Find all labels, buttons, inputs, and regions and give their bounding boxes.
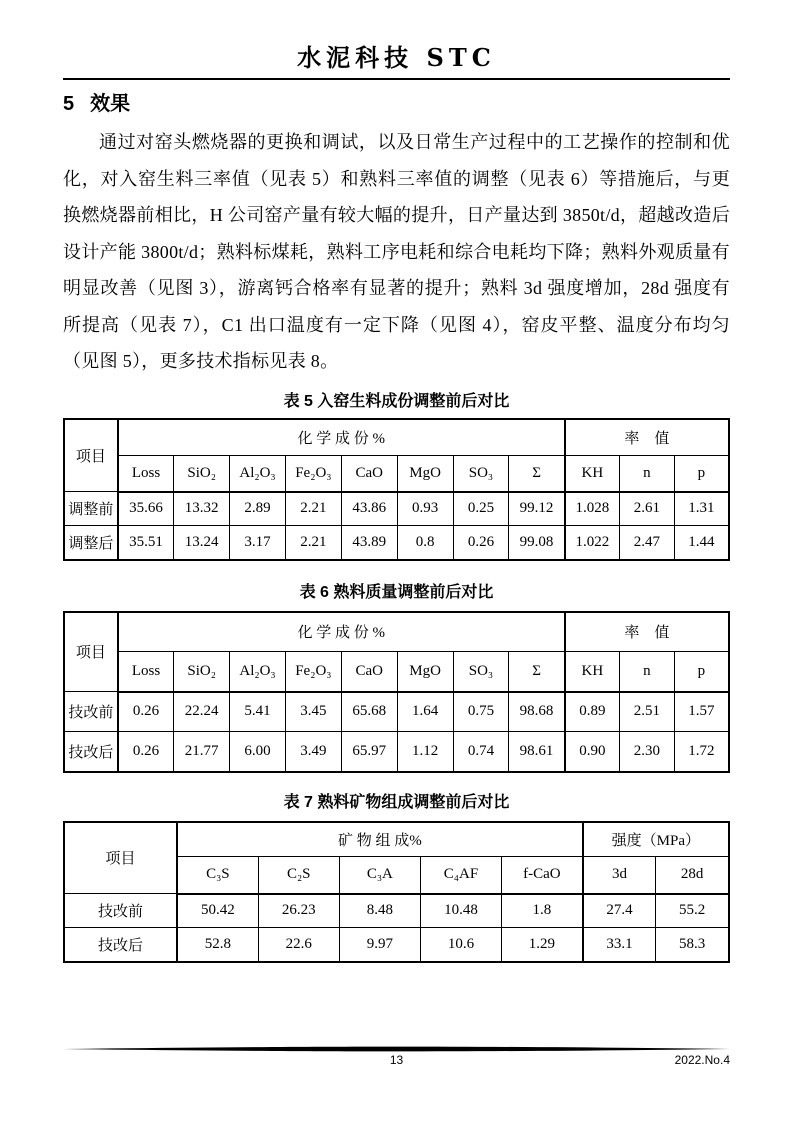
col-header: 28d <box>656 857 729 894</box>
col-header: C₂S <box>258 857 339 894</box>
data-cell: 2.89 <box>230 492 286 526</box>
data-cell: 1.12 <box>397 732 453 772</box>
data-cell: 0.8 <box>397 526 453 560</box>
table5 <box>63 418 730 561</box>
section-title: 效果 <box>90 93 131 115</box>
data-cell: 1.57 <box>674 692 729 732</box>
page-number: 13 <box>389 1053 404 1067</box>
data-cell: 5.41 <box>230 692 286 732</box>
table5-ratio-group-header: 率 值 <box>565 419 729 456</box>
data-cell: 1.72 <box>674 732 729 772</box>
table-row <box>64 894 729 928</box>
col-header: KH <box>565 652 620 692</box>
col-header: Al₂O₃ <box>230 652 286 692</box>
data-cell: 3.45 <box>285 692 341 732</box>
data-cell: 22.24 <box>174 692 230 732</box>
section-number: 5 <box>63 93 75 115</box>
data-cell: 8.48 <box>339 894 420 928</box>
page-footer <box>63 1046 730 1069</box>
data-cell: 1.028 <box>565 492 620 526</box>
journal-header-title: 水泥科技 STC <box>297 43 496 72</box>
table7-mineral-group-header: 矿 物 组 成% <box>177 822 583 857</box>
data-cell: 99.08 <box>509 526 565 560</box>
data-cell: 10.6 <box>420 928 501 962</box>
data-cell: 0.74 <box>453 732 509 772</box>
data-cell: 2.21 <box>285 526 341 560</box>
data-cell: 2.30 <box>619 732 674 772</box>
data-cell: 99.12 <box>509 492 565 526</box>
data-cell: 21.77 <box>174 732 230 772</box>
data-cell: 0.26 <box>118 692 174 732</box>
data-cell: 98.68 <box>509 692 565 732</box>
data-cell: 1.31 <box>674 492 729 526</box>
data-cell: 0.89 <box>565 692 620 732</box>
table7 <box>63 821 730 963</box>
data-cell: 0.75 <box>453 692 509 732</box>
table7-item-header: 项目 <box>64 822 177 894</box>
table-row <box>64 928 729 962</box>
header-rule <box>63 78 730 80</box>
data-cell: 43.86 <box>341 492 397 526</box>
col-header: C₃A <box>339 857 420 894</box>
row-label: 技改后 <box>64 928 177 962</box>
data-cell: 27.4 <box>583 894 656 928</box>
data-cell: 0.90 <box>565 732 620 772</box>
table6-chem-group-header: 化 学 成 份 % <box>118 612 565 652</box>
table-row <box>64 732 729 772</box>
data-cell: 26.23 <box>258 894 339 928</box>
row-label: 调整前 <box>64 492 118 526</box>
table6-ratio-group-header: 率 值 <box>565 612 729 652</box>
issue-label: 2022.No.4 <box>674 1053 730 1067</box>
data-cell: 1.29 <box>502 928 583 962</box>
table7-caption: 表 7 熟料矿物组成调整前后对比 <box>283 793 510 811</box>
row-label: 技改前 <box>64 894 177 928</box>
table7-strength-group-header: 强度（MPa） <box>583 822 729 857</box>
col-header: SO₃ <box>453 456 509 492</box>
row-label: 技改后 <box>64 732 118 772</box>
row-label: 调整后 <box>64 526 118 560</box>
data-cell: 9.97 <box>339 928 420 962</box>
col-header: Σ <box>509 652 565 692</box>
data-cell: 0.25 <box>453 492 509 526</box>
col-header: SiO₂ <box>174 456 230 492</box>
data-cell: 10.48 <box>420 894 501 928</box>
footer-decorative-line <box>63 1046 730 1052</box>
data-cell: 0.93 <box>397 492 453 526</box>
data-cell: 65.68 <box>341 692 397 732</box>
data-cell: 98.61 <box>509 732 565 772</box>
col-header: KH <box>565 456 620 492</box>
data-cell: 65.97 <box>341 732 397 772</box>
col-header: Al₂O₃ <box>230 456 286 492</box>
table6-item-header: 项目 <box>64 612 118 692</box>
col-header: Fe₂O₃ <box>285 456 341 492</box>
footer-meta <box>63 1053 730 1069</box>
table5-item-header: 项目 <box>64 419 118 492</box>
data-cell: 1.8 <box>502 894 583 928</box>
body-paragraph: 通过对窑头燃烧器的更换和调试，以及日常生产过程中的工艺操作的控制和优化，对入窑生料三率值（见表 5）和熟料三率值的调整（见表 6）等措施后，与更换燃烧器前相比，H 公司窑产量有较大幅的提升，日产量达到 3850t/d，超越改造后设计产能 3800t/d；熟料标煤耗，熟料工序电耗和综合电耗均下降；熟料外观质量有明显改善（见图 3），游离钙合格率有显著的提升；熟料 3d 强度增加，28d 强度有所提高（见表 7），C1 出口温度有一定下降（见图 4），窑皮平整、温度分布均匀（见图 5），更多技术指标见表 8。 <box>63 132 730 371</box>
table-row <box>64 526 729 560</box>
col-header: Loss <box>118 652 174 692</box>
col-header: 3d <box>583 857 656 894</box>
col-header: Fe₂O₃ <box>285 652 341 692</box>
col-header: CaO <box>341 652 397 692</box>
table6-caption: 表 6 熟料质量调整前后对比 <box>299 583 494 601</box>
data-cell: 33.1 <box>583 928 656 962</box>
col-header: MgO <box>397 456 453 492</box>
data-cell: 52.8 <box>177 928 258 962</box>
col-header: n <box>619 652 674 692</box>
table6 <box>63 611 730 773</box>
data-cell: 50.42 <box>177 894 258 928</box>
col-header: C₄AF <box>420 857 501 894</box>
col-header: n <box>619 456 674 492</box>
data-cell: 1.64 <box>397 692 453 732</box>
data-cell: 43.89 <box>341 526 397 560</box>
data-cell: 13.24 <box>174 526 230 560</box>
data-cell: 13.32 <box>174 492 230 526</box>
col-header: SiO₂ <box>174 652 230 692</box>
data-cell: 58.3 <box>656 928 729 962</box>
data-cell: 55.2 <box>656 894 729 928</box>
data-cell: 1.44 <box>674 526 729 560</box>
col-header: p <box>674 652 729 692</box>
data-cell: 1.022 <box>565 526 620 560</box>
table-row <box>64 492 729 526</box>
col-header: C₃S <box>177 857 258 894</box>
data-cell: 2.61 <box>619 492 674 526</box>
col-header: MgO <box>397 652 453 692</box>
data-cell: 6.00 <box>230 732 286 772</box>
col-header: CaO <box>341 456 397 492</box>
data-cell: 35.66 <box>118 492 174 526</box>
col-header: f-CaO <box>502 857 583 894</box>
data-cell: 2.21 <box>285 492 341 526</box>
data-cell: 2.51 <box>619 692 674 732</box>
row-label: 技改前 <box>64 692 118 732</box>
data-cell: 3.49 <box>285 732 341 772</box>
col-header: Loss <box>118 456 174 492</box>
table5-chem-group-header: 化 学 成 份 % <box>118 419 565 456</box>
data-cell: 3.17 <box>230 526 286 560</box>
data-cell: 35.51 <box>118 526 174 560</box>
col-header: p <box>674 456 729 492</box>
col-header: SO₃ <box>453 652 509 692</box>
data-cell: 0.26 <box>118 732 174 772</box>
data-cell: 22.6 <box>258 928 339 962</box>
col-header: Σ <box>509 456 565 492</box>
section-heading <box>63 87 730 116</box>
data-cell: 0.26 <box>453 526 509 560</box>
table-row <box>64 692 729 732</box>
data-cell: 2.47 <box>619 526 674 560</box>
table5-caption: 表 5 入窑生料成份调整前后对比 <box>283 392 510 410</box>
